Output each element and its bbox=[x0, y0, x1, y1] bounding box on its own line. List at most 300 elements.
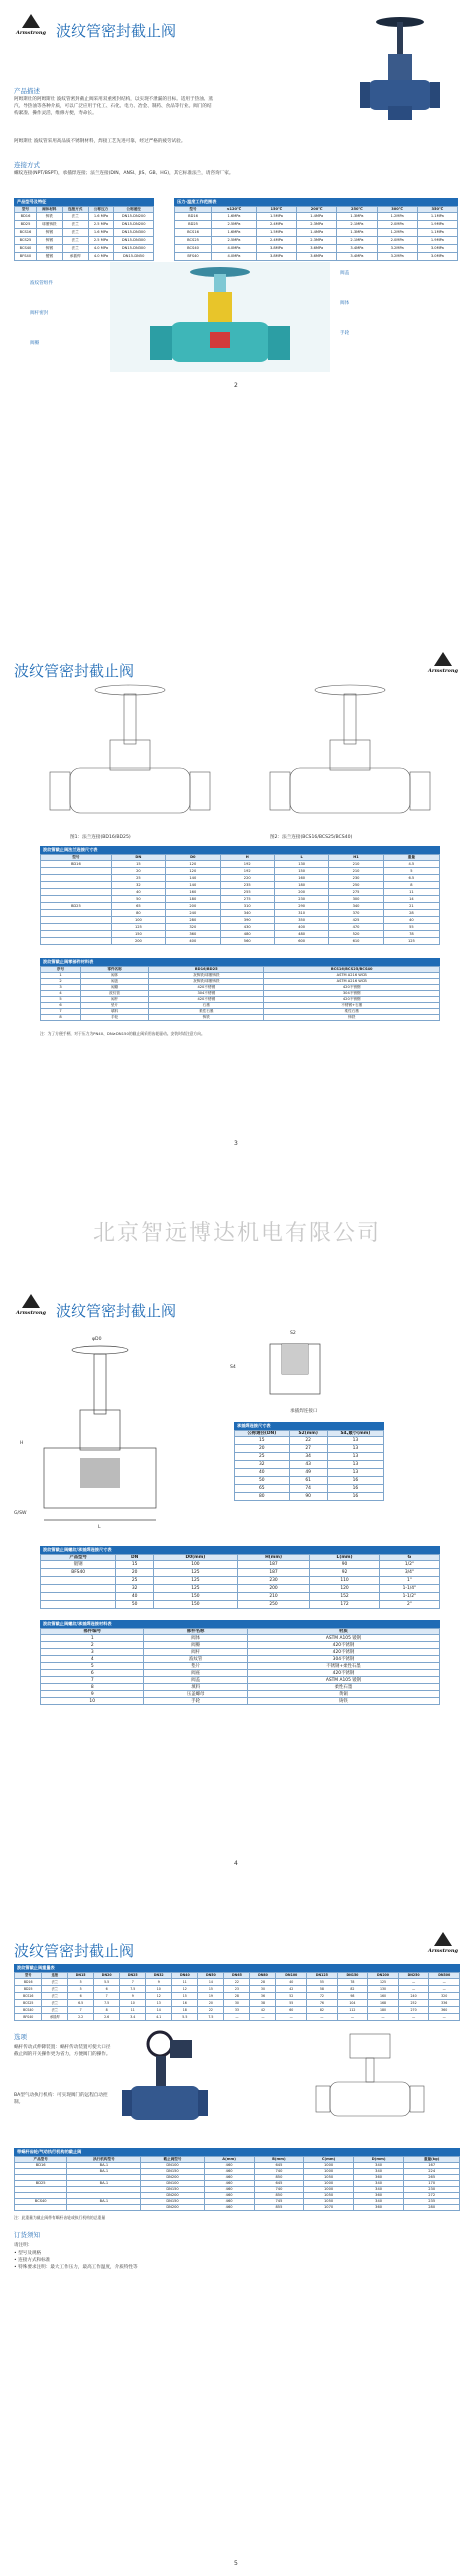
table-cell: 6.5 bbox=[383, 875, 439, 882]
table-row bbox=[41, 1656, 440, 1663]
table-cell: 150 bbox=[111, 931, 165, 938]
page-header bbox=[14, 654, 134, 681]
table-cell: 4.1 bbox=[146, 2014, 172, 2021]
table-cell: 360 bbox=[353, 2175, 404, 2181]
table-cell: BD25 bbox=[41, 903, 112, 910]
table-row bbox=[41, 1684, 440, 1691]
table-row bbox=[15, 253, 154, 261]
table-cell: 5 bbox=[41, 997, 81, 1003]
table-cell: 25 bbox=[235, 1453, 290, 1461]
table-cell: 2.5 MPa bbox=[88, 237, 114, 245]
list-item: • 型号及规格 bbox=[14, 2251, 42, 2256]
table-cell: 460 bbox=[204, 2205, 254, 2211]
table-cell: 192 bbox=[220, 868, 274, 875]
table-cell: 填料 bbox=[80, 1009, 148, 1015]
table-cell: 340 bbox=[353, 2187, 404, 2193]
table-row bbox=[235, 1493, 384, 1501]
table-cell: 2.4MPa bbox=[256, 237, 296, 245]
table-row bbox=[41, 910, 440, 917]
table-cell: 27 bbox=[289, 1445, 327, 1453]
table-cell: 32 bbox=[235, 1461, 290, 1469]
table-cell: 7 bbox=[41, 1009, 81, 1015]
table-cell: BA-1 bbox=[67, 2199, 141, 2205]
table-cell: 310 bbox=[274, 910, 328, 917]
label-s4: S4 bbox=[230, 1365, 236, 1370]
table-cell: 法兰 bbox=[42, 2000, 68, 2007]
valve-photo bbox=[360, 14, 440, 126]
table-cell bbox=[41, 1601, 116, 1609]
page-title: 波纹管密封截止阀 bbox=[56, 22, 177, 40]
label-socket: 承插焊连接口 bbox=[290, 1409, 318, 1414]
table-cell: 1050 bbox=[304, 2175, 354, 2181]
table-cell: 32 bbox=[116, 1585, 154, 1593]
table-cell: 1.6 MPa bbox=[88, 213, 114, 221]
table-cell: 垫片 bbox=[80, 1003, 148, 1009]
table-cell: 220 bbox=[220, 875, 274, 882]
table-cell: 11 bbox=[172, 1979, 198, 1986]
table-cell: 210 bbox=[237, 1593, 310, 1601]
table-cell: 280 bbox=[166, 917, 220, 924]
table-cell: 20 bbox=[116, 1569, 154, 1577]
table-cell: 50 bbox=[116, 1601, 154, 1609]
table-cell: 12 bbox=[172, 1986, 198, 1993]
table-cell: 不锈钢+柔性石墨 bbox=[247, 1663, 439, 1670]
table-cell: ASTM A105 锻钢 bbox=[247, 1677, 439, 1684]
table-cell: 1050 bbox=[304, 2193, 354, 2199]
table-cell: 420不锈钢 bbox=[264, 997, 440, 1003]
table-cell: DN150 bbox=[141, 2187, 204, 2193]
label-h: H bbox=[20, 1441, 24, 1446]
table-cell: — bbox=[337, 2014, 368, 2021]
table-header-cell: DN32 bbox=[146, 1973, 172, 1979]
table-header-cell: BCS16/BCS25/BCS40 bbox=[264, 967, 440, 973]
table-cell: 460 bbox=[204, 2181, 254, 2187]
table-cell: 13 bbox=[327, 1469, 383, 1477]
table-cell: 2.0MPa bbox=[377, 237, 417, 245]
table-cell: 230 bbox=[329, 875, 383, 882]
table-cell: 120 bbox=[166, 868, 220, 875]
table-header-cell: 截止阀型号 bbox=[141, 2157, 204, 2163]
socket-dim-table bbox=[234, 1430, 384, 1501]
table-cell: 49 bbox=[289, 1469, 327, 1477]
table-cell: 14 bbox=[383, 896, 439, 903]
table-cell: 55 bbox=[307, 1979, 338, 1986]
table-cell: 152 bbox=[310, 1593, 379, 1601]
logo-triangle-icon bbox=[22, 1294, 40, 1308]
table-cell bbox=[41, 889, 112, 896]
table-cell: 125 bbox=[368, 1979, 399, 1986]
table-row bbox=[235, 1445, 384, 1453]
table-cell bbox=[41, 875, 112, 882]
table-cell: 150 bbox=[154, 1601, 238, 1609]
table-header-cell: C(mm) bbox=[304, 2157, 354, 2163]
table-cell bbox=[67, 2205, 141, 2211]
table-cell: 7.5 bbox=[198, 2014, 224, 2021]
table-cell: DN15-DN50 bbox=[114, 253, 154, 261]
table-row bbox=[41, 1670, 440, 1677]
table-cell: 填料 bbox=[144, 1684, 247, 1691]
table-cell: 铸铁 bbox=[36, 213, 62, 221]
table-header-cell: 阀体材料 bbox=[36, 207, 62, 213]
table-cell: 21 bbox=[383, 903, 439, 910]
table-cell: 250 bbox=[237, 1601, 310, 1609]
table-cell: BCS25 bbox=[175, 237, 212, 245]
table-row bbox=[41, 1015, 440, 1021]
table-cell: DN100 bbox=[141, 2181, 204, 2187]
table-row bbox=[235, 1477, 384, 1485]
table-cell: 200 bbox=[237, 1585, 310, 1593]
table-cell: 275 bbox=[329, 889, 383, 896]
table-cell: 黄铜 bbox=[247, 1691, 439, 1698]
table-cell: 承插焊 bbox=[62, 253, 88, 261]
table-cell: BA-1 bbox=[67, 2181, 141, 2187]
order-intro: 请注明： bbox=[14, 2243, 33, 2248]
table-cell: 210 bbox=[329, 868, 383, 875]
label-s2: S2 bbox=[290, 1331, 296, 1336]
table-cell: 60 bbox=[276, 2007, 307, 2014]
table-cell: 400 bbox=[166, 938, 220, 945]
table-cell: 80 bbox=[111, 910, 165, 917]
table-header-cell: DN20 bbox=[94, 1973, 120, 1979]
table-header-cell: B(mm) bbox=[254, 2157, 304, 2163]
table-cell: 252 bbox=[398, 2000, 429, 2007]
section-options-title: 选项 bbox=[14, 2033, 27, 2041]
table-cell: 3.4MPa bbox=[337, 245, 377, 253]
gear-valve-photo bbox=[120, 2030, 220, 2142]
table-cell: BCS25 bbox=[15, 237, 37, 245]
table-cell: 167 bbox=[404, 2163, 460, 2169]
table-row bbox=[15, 221, 154, 229]
table-cell bbox=[41, 868, 112, 875]
table-header-cell: DN80 bbox=[250, 1973, 276, 1979]
table-row bbox=[41, 1635, 440, 1642]
table-cell: 11 bbox=[120, 2007, 146, 2014]
table-cell: 法兰 bbox=[42, 1986, 68, 1993]
table-row bbox=[41, 868, 440, 875]
table-cell: 8 bbox=[383, 882, 439, 889]
table-cell: 850 bbox=[254, 2193, 304, 2199]
table-cell: 16 bbox=[172, 2000, 198, 2007]
table-cell: 120 bbox=[166, 861, 220, 868]
table-cell: 15 bbox=[198, 1986, 224, 1993]
table-cell: 3.2MPa bbox=[377, 253, 417, 261]
flange-dim-caption: 波纹管截止阀法兰连接尺寸表 bbox=[40, 846, 440, 854]
table-header-cell: A(mm) bbox=[204, 2157, 254, 2163]
table-cell bbox=[41, 882, 112, 889]
table-row bbox=[175, 221, 458, 229]
table-cell: BCS40 bbox=[15, 2199, 67, 2205]
table-cell: — bbox=[307, 2014, 338, 2021]
table-cell: 20 bbox=[235, 1445, 290, 1453]
table-cell: 1.2MPa bbox=[377, 213, 417, 221]
table-cell: 法兰 bbox=[62, 229, 88, 237]
logo-triangle-icon bbox=[434, 1932, 452, 1946]
table-header-row bbox=[235, 1431, 384, 1437]
table-header-cell: DN40 bbox=[172, 1973, 198, 1979]
table-cell: 1000 bbox=[304, 2163, 354, 2169]
order-list bbox=[14, 2250, 274, 2271]
table-header-cell: D(mm) bbox=[353, 2157, 404, 2163]
table-cell: 16 bbox=[327, 1477, 383, 1485]
table-cell: 310 bbox=[220, 903, 274, 910]
table-cell: BFS40 bbox=[41, 1569, 116, 1577]
table-row bbox=[235, 1437, 384, 1445]
table-cell: 92 bbox=[310, 1569, 379, 1577]
option-actuator-text: BA型气动执行机构：可实现阀门的远程自动控制。 bbox=[14, 2093, 108, 2105]
table-cell: BCS40 bbox=[175, 245, 212, 253]
table-row bbox=[15, 1986, 460, 1993]
table-cell: 阀盖 bbox=[144, 1677, 247, 1684]
table-cell: 300 bbox=[329, 896, 383, 903]
table-cell: 235 bbox=[404, 2199, 460, 2205]
table-cell: 600 bbox=[274, 938, 328, 945]
table-cell: 420不锈钢 bbox=[247, 1649, 439, 1656]
table-header-cell: ≤120℃ bbox=[212, 207, 257, 213]
model-table bbox=[14, 206, 154, 261]
table-cell: 3 bbox=[41, 985, 81, 991]
table-cell: 7.5 bbox=[120, 1986, 146, 1993]
table-cell: 420不锈钢 bbox=[264, 985, 440, 991]
table-header-cell: 产品型号 bbox=[15, 2157, 67, 2163]
table-cell: 法兰 bbox=[42, 2007, 68, 2014]
option-gear-text: 蜗杆传动式伸降装置：蜗杆传动装置可使大口径截止阀的开关操作更为省力，方便阀门的操作。 bbox=[14, 2045, 111, 2057]
table-cell: 240 bbox=[166, 910, 220, 917]
table-row bbox=[41, 1569, 440, 1577]
thread-material-table bbox=[40, 1628, 440, 1705]
table-cell: 360 bbox=[353, 2205, 404, 2211]
table-cell: 4 bbox=[41, 991, 81, 997]
table-cell: ASTM A216 WCB bbox=[264, 979, 440, 985]
table-cell: 65 bbox=[111, 903, 165, 910]
table-cell: 12 bbox=[146, 1993, 172, 2000]
callout-body: 阀体 bbox=[340, 301, 350, 306]
table-header-cell: DN125 bbox=[307, 1973, 338, 1979]
table-header-cell: DN15 bbox=[68, 1973, 94, 1979]
table-header-cell: D0(mm) bbox=[154, 1555, 238, 1561]
table-cell: BD25 bbox=[15, 2181, 67, 2187]
table-cell: — bbox=[429, 1979, 460, 1986]
table-cell: BCS25 bbox=[15, 2000, 42, 2007]
table-cell: 3.8MPa bbox=[256, 245, 296, 253]
table-cell: 430 bbox=[220, 924, 274, 931]
table-cell: 1.2MPa bbox=[377, 229, 417, 237]
table-header-cell: 150℃ bbox=[256, 207, 296, 213]
table-header-cell: H1 bbox=[329, 855, 383, 861]
logo-triangle-icon bbox=[22, 14, 40, 28]
table-cell: BCS16 bbox=[15, 1993, 42, 2000]
page-title: 波纹管密封截止阀 bbox=[14, 662, 135, 680]
table-cell: 1-1/4" bbox=[379, 1585, 439, 1593]
table-cell: 柔性石墨 bbox=[264, 1009, 440, 1015]
table-cell: 4.0MPa bbox=[212, 245, 257, 253]
table-cell: 10 bbox=[146, 1986, 172, 1993]
section-overview-title: 产品描述 bbox=[14, 87, 40, 95]
armstrong-logo bbox=[426, 652, 460, 674]
table-cell: 265 bbox=[404, 2175, 460, 2181]
table-cell: 855 bbox=[254, 2205, 304, 2211]
table-row bbox=[41, 882, 440, 889]
table-cell: 340 bbox=[353, 2199, 404, 2205]
table-cell: 5.5 bbox=[172, 2014, 198, 2021]
table-header-cell: 执行机构型号 bbox=[67, 2157, 141, 2163]
table-cell: 400 bbox=[274, 924, 328, 931]
table-cell: 1.9MPa bbox=[417, 221, 457, 229]
table-cell: 1/2" bbox=[379, 1561, 439, 1569]
page-header bbox=[14, 14, 176, 41]
table-cell: 2.0MPa bbox=[377, 221, 417, 229]
table-cell: 460 bbox=[204, 2175, 254, 2181]
table-cell: 3.6MPa bbox=[297, 253, 337, 261]
table-cell: 28 bbox=[383, 910, 439, 917]
table-row bbox=[15, 213, 154, 221]
table-cell: 13 bbox=[327, 1437, 383, 1445]
table-cell: 2.1MPa bbox=[337, 221, 377, 229]
table-header-cell: DN bbox=[111, 855, 165, 861]
table-cell: 420不锈钢 bbox=[149, 997, 264, 1003]
table-cell: 9 bbox=[41, 1691, 144, 1698]
table-cell: 2.4MPa bbox=[256, 221, 296, 229]
logo-text: Armstrong bbox=[427, 668, 459, 674]
table-cell: 18 bbox=[172, 2007, 198, 2014]
table-cell: 272 bbox=[404, 2193, 460, 2199]
table-cell: 16 bbox=[327, 1485, 383, 1493]
table-cell: 铸铁 bbox=[264, 1015, 440, 1021]
table-cell: 275 bbox=[220, 896, 274, 903]
table-cell: 740 bbox=[254, 2169, 304, 2175]
page-header bbox=[14, 1294, 176, 1321]
table-header-cell: 公称通径 bbox=[114, 207, 154, 213]
table-cell: 192 bbox=[220, 861, 274, 868]
table-cell: 420不锈钢 bbox=[149, 985, 264, 991]
table-cell: 2.2 bbox=[68, 2014, 94, 2021]
table-cell: 76 bbox=[307, 2000, 338, 2007]
table-cell: DN15-DN300 bbox=[114, 229, 154, 237]
table-row bbox=[15, 2205, 460, 2211]
table-cell: 125 bbox=[111, 924, 165, 931]
table-cell: 610 bbox=[329, 938, 383, 945]
table-cell: 61 bbox=[289, 1477, 327, 1485]
table-cell: 180 bbox=[274, 882, 328, 889]
section-order-title: 订货须知 bbox=[14, 2231, 40, 2239]
table-row bbox=[175, 237, 458, 245]
table-cell: 740 bbox=[254, 2187, 304, 2193]
table-cell: BD25 bbox=[15, 221, 37, 229]
callout-bonnet: 阀盖 bbox=[340, 271, 350, 276]
logo-text: Armstrong bbox=[427, 1948, 459, 1954]
armstrong-logo bbox=[14, 1294, 48, 1316]
table-cell: 阀瓣 bbox=[80, 985, 148, 991]
table-row bbox=[175, 229, 458, 237]
table-cell: 4.0 MPa bbox=[88, 245, 114, 253]
table-cell: 100 bbox=[154, 1561, 238, 1569]
table-cell: — bbox=[429, 2014, 460, 2021]
table-cell: — bbox=[250, 2014, 276, 2021]
table-cell: 340 bbox=[329, 903, 383, 910]
table-cell: 40 bbox=[111, 889, 165, 896]
table-cell: 铸钢 bbox=[36, 245, 62, 253]
table-cell: 波纹管 bbox=[80, 991, 148, 997]
table-cell: 40 bbox=[383, 917, 439, 924]
armstrong-logo bbox=[14, 14, 48, 36]
table-row bbox=[41, 917, 440, 924]
model-table-caption: 产品型号及特征 bbox=[14, 198, 154, 206]
table-row bbox=[15, 2014, 460, 2021]
table-cell: 19 bbox=[198, 1993, 224, 2000]
page-number: 4 bbox=[234, 1860, 238, 1867]
overview-text-2: 阿姆斯壮 波纹管采用高品质不锈钢材料，焊接工艺先进可靠，经过严格的疲劳试验。 bbox=[14, 139, 186, 144]
label-l: L bbox=[98, 1525, 101, 1530]
table-header-cell: 350℃ bbox=[417, 207, 457, 213]
order-item-text: 型号及规格 bbox=[18, 2251, 42, 2256]
page-2 bbox=[0, 640, 474, 1280]
table-cell: 125 bbox=[154, 1569, 238, 1577]
table-cell: 4.0 MPa bbox=[88, 253, 114, 261]
table-cell: 150 bbox=[154, 1593, 238, 1601]
table-row bbox=[41, 1677, 440, 1684]
table-header-cell: D0 bbox=[166, 855, 220, 861]
table-cell: BA-1 bbox=[67, 2169, 141, 2175]
table-cell: BFS40 bbox=[15, 253, 37, 261]
table-cell: 420不锈钢 bbox=[247, 1642, 439, 1649]
table-cell bbox=[41, 1585, 116, 1593]
table-cell: 520 bbox=[329, 931, 383, 938]
table-cell: 7.5 bbox=[94, 2000, 120, 2007]
table-header-cell: 型号 bbox=[41, 855, 112, 861]
table-cell: 阀杆 bbox=[144, 1649, 247, 1656]
table-cell: 20 bbox=[111, 868, 165, 875]
table-cell: 1000 bbox=[304, 2169, 354, 2175]
table-cell bbox=[41, 1593, 116, 1601]
table-cell: BA-1 bbox=[67, 2163, 141, 2169]
table-row bbox=[175, 245, 458, 253]
armstrong-logo bbox=[426, 1932, 460, 1954]
table-row bbox=[235, 1453, 384, 1461]
table-cell: — bbox=[398, 1986, 429, 1993]
table-cell: 210 bbox=[329, 861, 383, 868]
table-cell: BD25 bbox=[15, 1986, 42, 1993]
table-cell: 球墨铸铁 bbox=[36, 221, 62, 229]
table-cell: 250 bbox=[329, 882, 383, 889]
table-cell: 50 bbox=[111, 896, 165, 903]
table-cell: 1-1/2" bbox=[379, 1593, 439, 1601]
table-cell: 8 bbox=[94, 2007, 120, 2014]
table-cell: 304不锈钢 bbox=[149, 991, 264, 997]
table-header-cell: H(mm) bbox=[237, 1555, 310, 1561]
table-cell: 42 bbox=[276, 1986, 307, 1993]
table-row bbox=[41, 903, 440, 910]
table-cell: 340 bbox=[353, 2163, 404, 2169]
table-cell: 20 bbox=[198, 2000, 224, 2007]
table-row bbox=[41, 861, 440, 868]
table-cell: 180 bbox=[368, 2007, 399, 2014]
table-row bbox=[41, 1642, 440, 1649]
table-cell: 460 bbox=[204, 2193, 254, 2199]
table-cell: 灰铸铁/球墨铸铁 bbox=[149, 973, 264, 979]
table-cell: 9 bbox=[146, 1979, 172, 1986]
table-cell: 22 bbox=[289, 1437, 327, 1445]
table-cell: 320 bbox=[166, 924, 220, 931]
table-cell: 2.3MPa bbox=[297, 221, 337, 229]
page-number: 2 bbox=[234, 382, 238, 389]
table-row bbox=[41, 931, 440, 938]
table-cell: 5 bbox=[68, 1986, 94, 1993]
table-cell: 187 bbox=[237, 1569, 310, 1577]
table-cell: 360 bbox=[429, 2007, 460, 2014]
table-cell: 90 bbox=[310, 1561, 379, 1569]
table-cell: 460 bbox=[204, 2187, 254, 2193]
table-cell: 40 bbox=[276, 1979, 307, 1986]
table-cell bbox=[41, 924, 112, 931]
